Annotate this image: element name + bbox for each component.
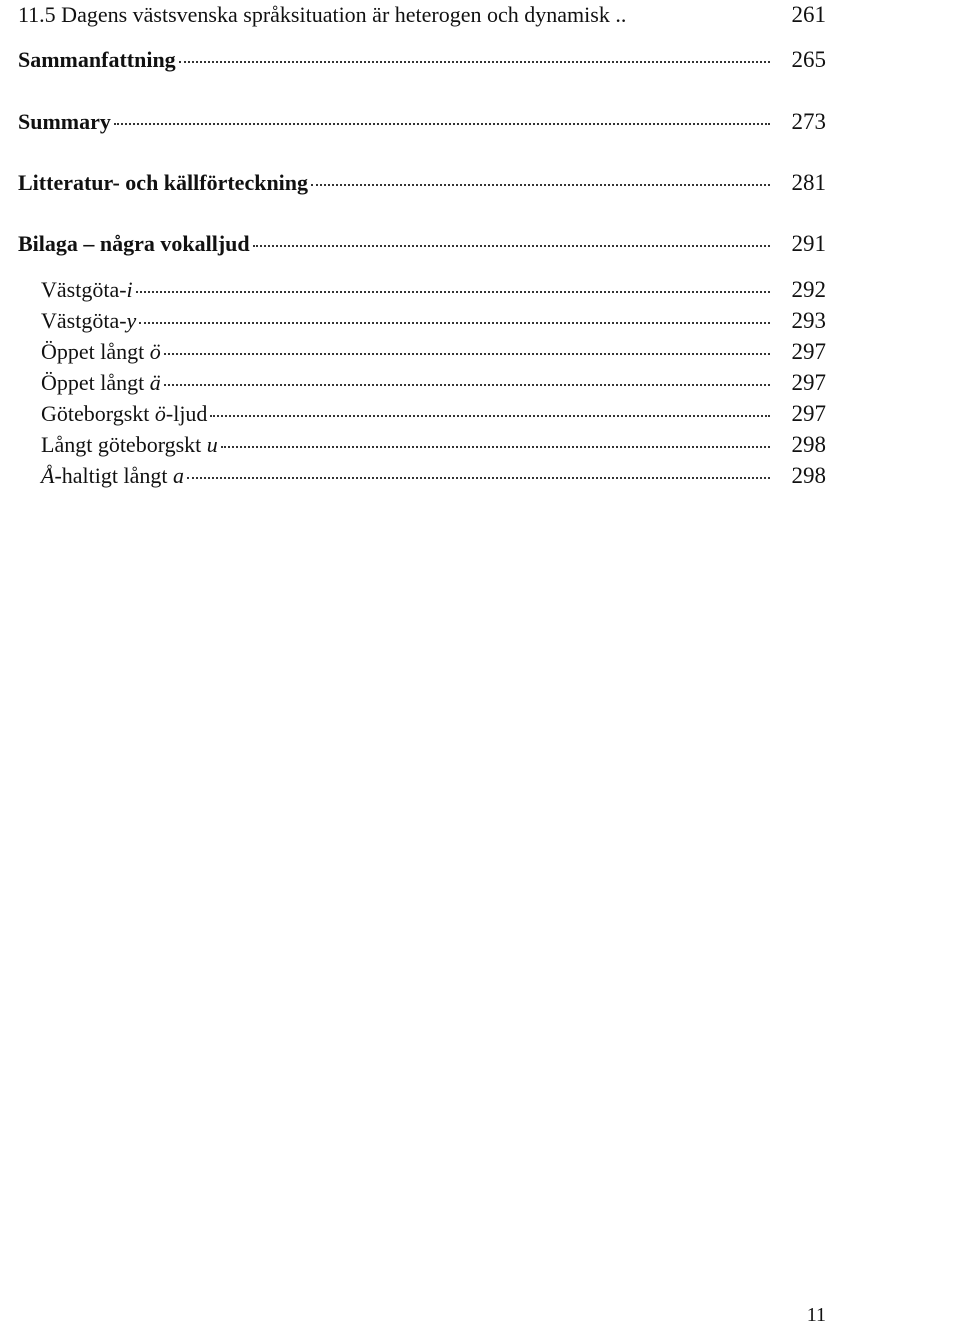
toc-entry-summary[interactable]	[18, 109, 826, 135]
toc-subentry-vastgota-i[interactable]	[41, 277, 826, 303]
toc-leader	[164, 384, 770, 386]
toc-entry-page: 293	[791, 308, 826, 333]
toc-entry-label: Bilaga – några vokalljud	[18, 231, 250, 256]
toc-entry-bilaga[interactable]	[18, 231, 826, 257]
toc-entry-page: 297	[791, 370, 826, 395]
toc-entry-sammanfattning[interactable]	[18, 47, 826, 73]
toc-entry-page: 292	[791, 277, 826, 302]
toc-entry-label: Västgöta-y	[41, 308, 137, 333]
toc-entry-label: Summary	[18, 109, 111, 134]
toc-leader	[136, 291, 770, 293]
toc-leader	[139, 322, 770, 324]
toc-entry-label: Västgöta-i	[41, 277, 133, 302]
toc-leader	[164, 353, 770, 355]
toc-leader	[210, 415, 770, 417]
toc-leader	[114, 123, 770, 125]
toc-entry-label: Litteratur- och källförteckning	[18, 170, 309, 195]
toc-subentry-a-haltigt-langt-a[interactable]	[41, 463, 826, 489]
toc-entry-page: 297	[791, 401, 826, 426]
toc-subentry-langt-goteborgskt-u[interactable]	[41, 432, 826, 458]
toc-entry-page: 265	[791, 47, 826, 72]
toc-entry-litteratur[interactable]	[18, 170, 826, 196]
toc-entry-page: 291	[791, 231, 826, 256]
toc-leader	[221, 446, 770, 448]
toc-entry-page: 298	[791, 432, 826, 457]
page-number: 11	[806, 1304, 826, 1326]
toc-leader	[253, 245, 770, 247]
toc-entry-page: 281	[791, 170, 826, 195]
toc-entry-label: Långt göteborgskt u	[41, 432, 218, 457]
toc-entry-label: 11.5 Dagens västsvenska språksituation är heterogen och dynamisk ..	[18, 2, 627, 27]
toc-subentry-goteborgskt-o-ljud[interactable]	[41, 401, 826, 427]
toc-entry-page: 297	[791, 339, 826, 364]
toc-entry-page: 261	[791, 2, 826, 27]
toc-entry-label: Göteborgskt ö-ljud	[41, 401, 208, 426]
toc-subentry-vastgota-y[interactable]	[41, 308, 826, 334]
toc-entry-label: Å-haltigt långt a	[41, 463, 184, 488]
toc-entry-11-5[interactable]	[18, 2, 826, 28]
toc-subentry-oppet-langt-a[interactable]	[41, 370, 826, 396]
toc-subentry-oppet-langt-o[interactable]	[41, 339, 826, 365]
toc-entry-page: 298	[791, 463, 826, 488]
toc-entry-page: 273	[791, 109, 826, 134]
toc-entry-label: Öppet långt ö	[41, 339, 161, 364]
toc-entry-label: Sammanfattning	[18, 47, 176, 72]
toc-entry-label: Öppet långt ä	[41, 370, 161, 395]
toc-leader	[311, 184, 770, 186]
toc-leader	[187, 477, 770, 479]
toc-leader	[179, 61, 770, 63]
